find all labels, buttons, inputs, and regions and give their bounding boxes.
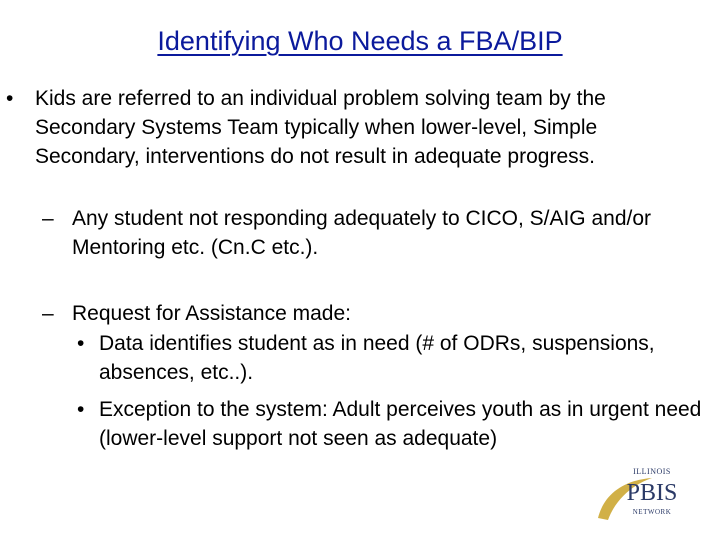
sub-bullet-item [42, 299, 702, 328]
bullet-marker: • [6, 87, 14, 110]
slide-title: Identifying Who Needs a FBA/BIP [157, 26, 563, 56]
bullet-text: Kids are referred to an individual problem solving team by the Secondary Systems Team typically when lower-level, Simple Secondary, interventions do not result in adequate progress. [35, 87, 606, 168]
logo-top-text: ILLINOIS [633, 467, 671, 476]
nested-bullet-text: Exception to the system: Adult perceives youth as in urgent need (lower-level support not seen as adequate) [99, 398, 702, 450]
logo-main-text: PBIS [626, 480, 678, 506]
bullet-item [3, 84, 703, 171]
dash-marker: – [42, 207, 54, 230]
bullet-marker: • [77, 332, 85, 355]
bullet-marker: • [77, 398, 85, 421]
nested-bullet-item [77, 395, 717, 453]
sub-bullet-item [42, 204, 702, 262]
nested-bullet-text: Data identifies student as in need (# of ODRs, suspensions, absences, etc..). [99, 332, 655, 384]
pbis-network-logo [594, 464, 686, 524]
sub-bullet-text: Any student not responding adequately to CICO, S/AIG and/or Mentoring etc. (Cn.C etc.). [72, 207, 652, 259]
nested-bullet-item [77, 329, 717, 387]
logo-bottom-text: NETWORK [632, 508, 672, 516]
sub-bullet-text: Request for Assistance made: [72, 302, 351, 325]
dash-marker: – [42, 302, 54, 325]
